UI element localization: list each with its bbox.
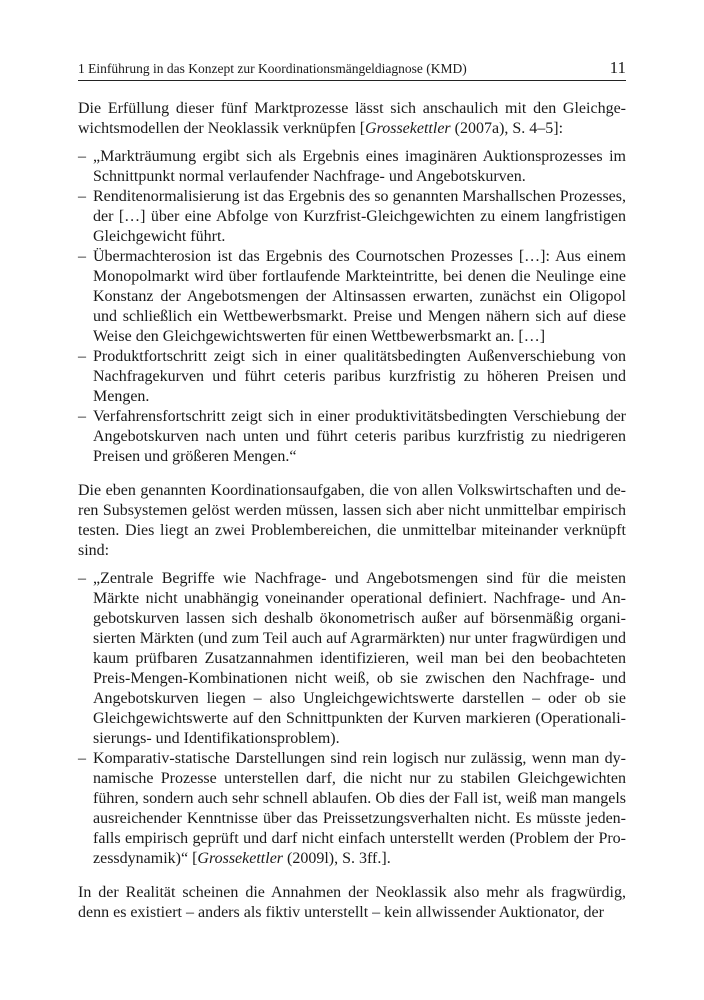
citation-author: Grossekettler (365, 120, 451, 137)
paragraph (78, 99, 626, 139)
list-item (78, 749, 626, 869)
page-body (78, 99, 626, 923)
quote-list (78, 569, 626, 869)
list-item: – „Markträumung ergibt sich als Ergebnis eines imaginären Auktionsprozesses im Schnittpunkt normal verlaufender Nachfrage- und Angebotskurven. (78, 147, 626, 187)
paragraph-text: Die Erfüllung dieser fünf Marktprozesse lässt sich anschaulich mit den Gleichgewichtsmodellen der Neoklassik verknüpfen [ (78, 100, 626, 137)
page-number: 11 (609, 58, 626, 77)
list-item: – Renditenormalisierung ist das Ergebnis des so genannten Marshallschen Prozesses, der […] über eine Abfolge von Kurzfrist-Gleichgewichten zu einem langfristigen Gleichgewicht führt. (78, 187, 626, 247)
paragraph: In der Realität scheinen die Annahmen der Neoklassik also mehr als fragwürdig, denn es existiert – anders als fiktiv unterstellt – kein allwissender Auktionator, der (78, 884, 626, 921)
list-item: – Übermachterosion ist das Ergebnis des Cournotschen Prozesses […]: Aus einem Monopolmarkt wird über fortlaufende Markteintritte, bei denen die Neulinge eine Konstanz der Angebotsmengen der Altinsassen erwarten, zunächst ein Oligopol und schließlich ein Wettbewerbsmarkt. Preise und Mengen nähern sich auf diese Weise den Gleichgewichtswerten für einen Wettbewerbsmarkt an. […] (78, 247, 626, 347)
list-item: – Produktfortschritt zeigt sich in einer qualitätsbedingten Außenverschiebung von Nachfragekurven und führt ceteris paribus kurzfristig zu höheren Preisen und Mengen. (78, 347, 626, 407)
quote-list (78, 147, 626, 467)
running-title: 1 Einführung in das Konzept zur Koordinationsmängeldiagnose (KMD) (78, 61, 467, 76)
list-item: – „Zentrale Begriffe wie Nachfrage- und Angebotsmengen sind für die meisten Märkte nicht unabhängig voneinander operational definiert. Nachfrage- und Angebotskurven lassen sich deshalb ökonometrisch außer auf börsenmäßig organisierten Märkten (und zum Teil auch auf Agrarmärkten) nur unter fragwürdigen und kaum prüfbaren Zusatzannahmen identifizieren, weil man bei den beobachteten Preis-Mengen-Kombinationen nicht weiß, ob sie zwischen den Nachfrage- und Angebotskurven liegen – also Ungleichgewichtswerte darstellen – oder ob sie Gleichgewichtswerte auf den Schnittpunkten der Kurven markieren (Operationalisierungs- und Identifikationsproblem). (78, 569, 626, 749)
running-header (78, 60, 626, 81)
list-item-text: Komparativ-statische Darstellungen sind rein logisch nur zulässig, wenn man dynamische Prozesse unterstellen darf, die nicht nur zu stabilen Gleichgewichten führen, sondern auch sehr schnell ablaufen. Ob dies der Fall ist, weiß man mangels ausreichender Kenntnisse über das Preissetzungsverhalten nicht. Es müsste jedenfalls empirisch geprüft und darf nicht einfach unterstellt werden (Problem der Prozessdynamik)“ [ (93, 750, 626, 867)
list-item: – Verfahrensfortschritt zeigt sich in einer produktivitätsbedingten Verschiebung der Angebotskurven nach unten und führt ceteris paribus kurzfristig zu niedrigeren Preisen und größeren Mengen.“ (78, 407, 626, 467)
citation-detail: (2007a), S. 4–5]: (450, 120, 564, 137)
citation-author: Grossekettler (197, 850, 284, 867)
citation-detail: (2009l), S. 3ff.]. (283, 850, 391, 867)
paragraph: Die eben genannten Koordinationsaufgaben, die von allen Volkswirtschaften und deren Subsystemen gelöst werden müssen, lassen sich aber nicht unmittelbar empirisch testen. Dies liegt an zwei Problembereichen, die unmittelbar miteinander verknüpft sind: (78, 482, 626, 559)
